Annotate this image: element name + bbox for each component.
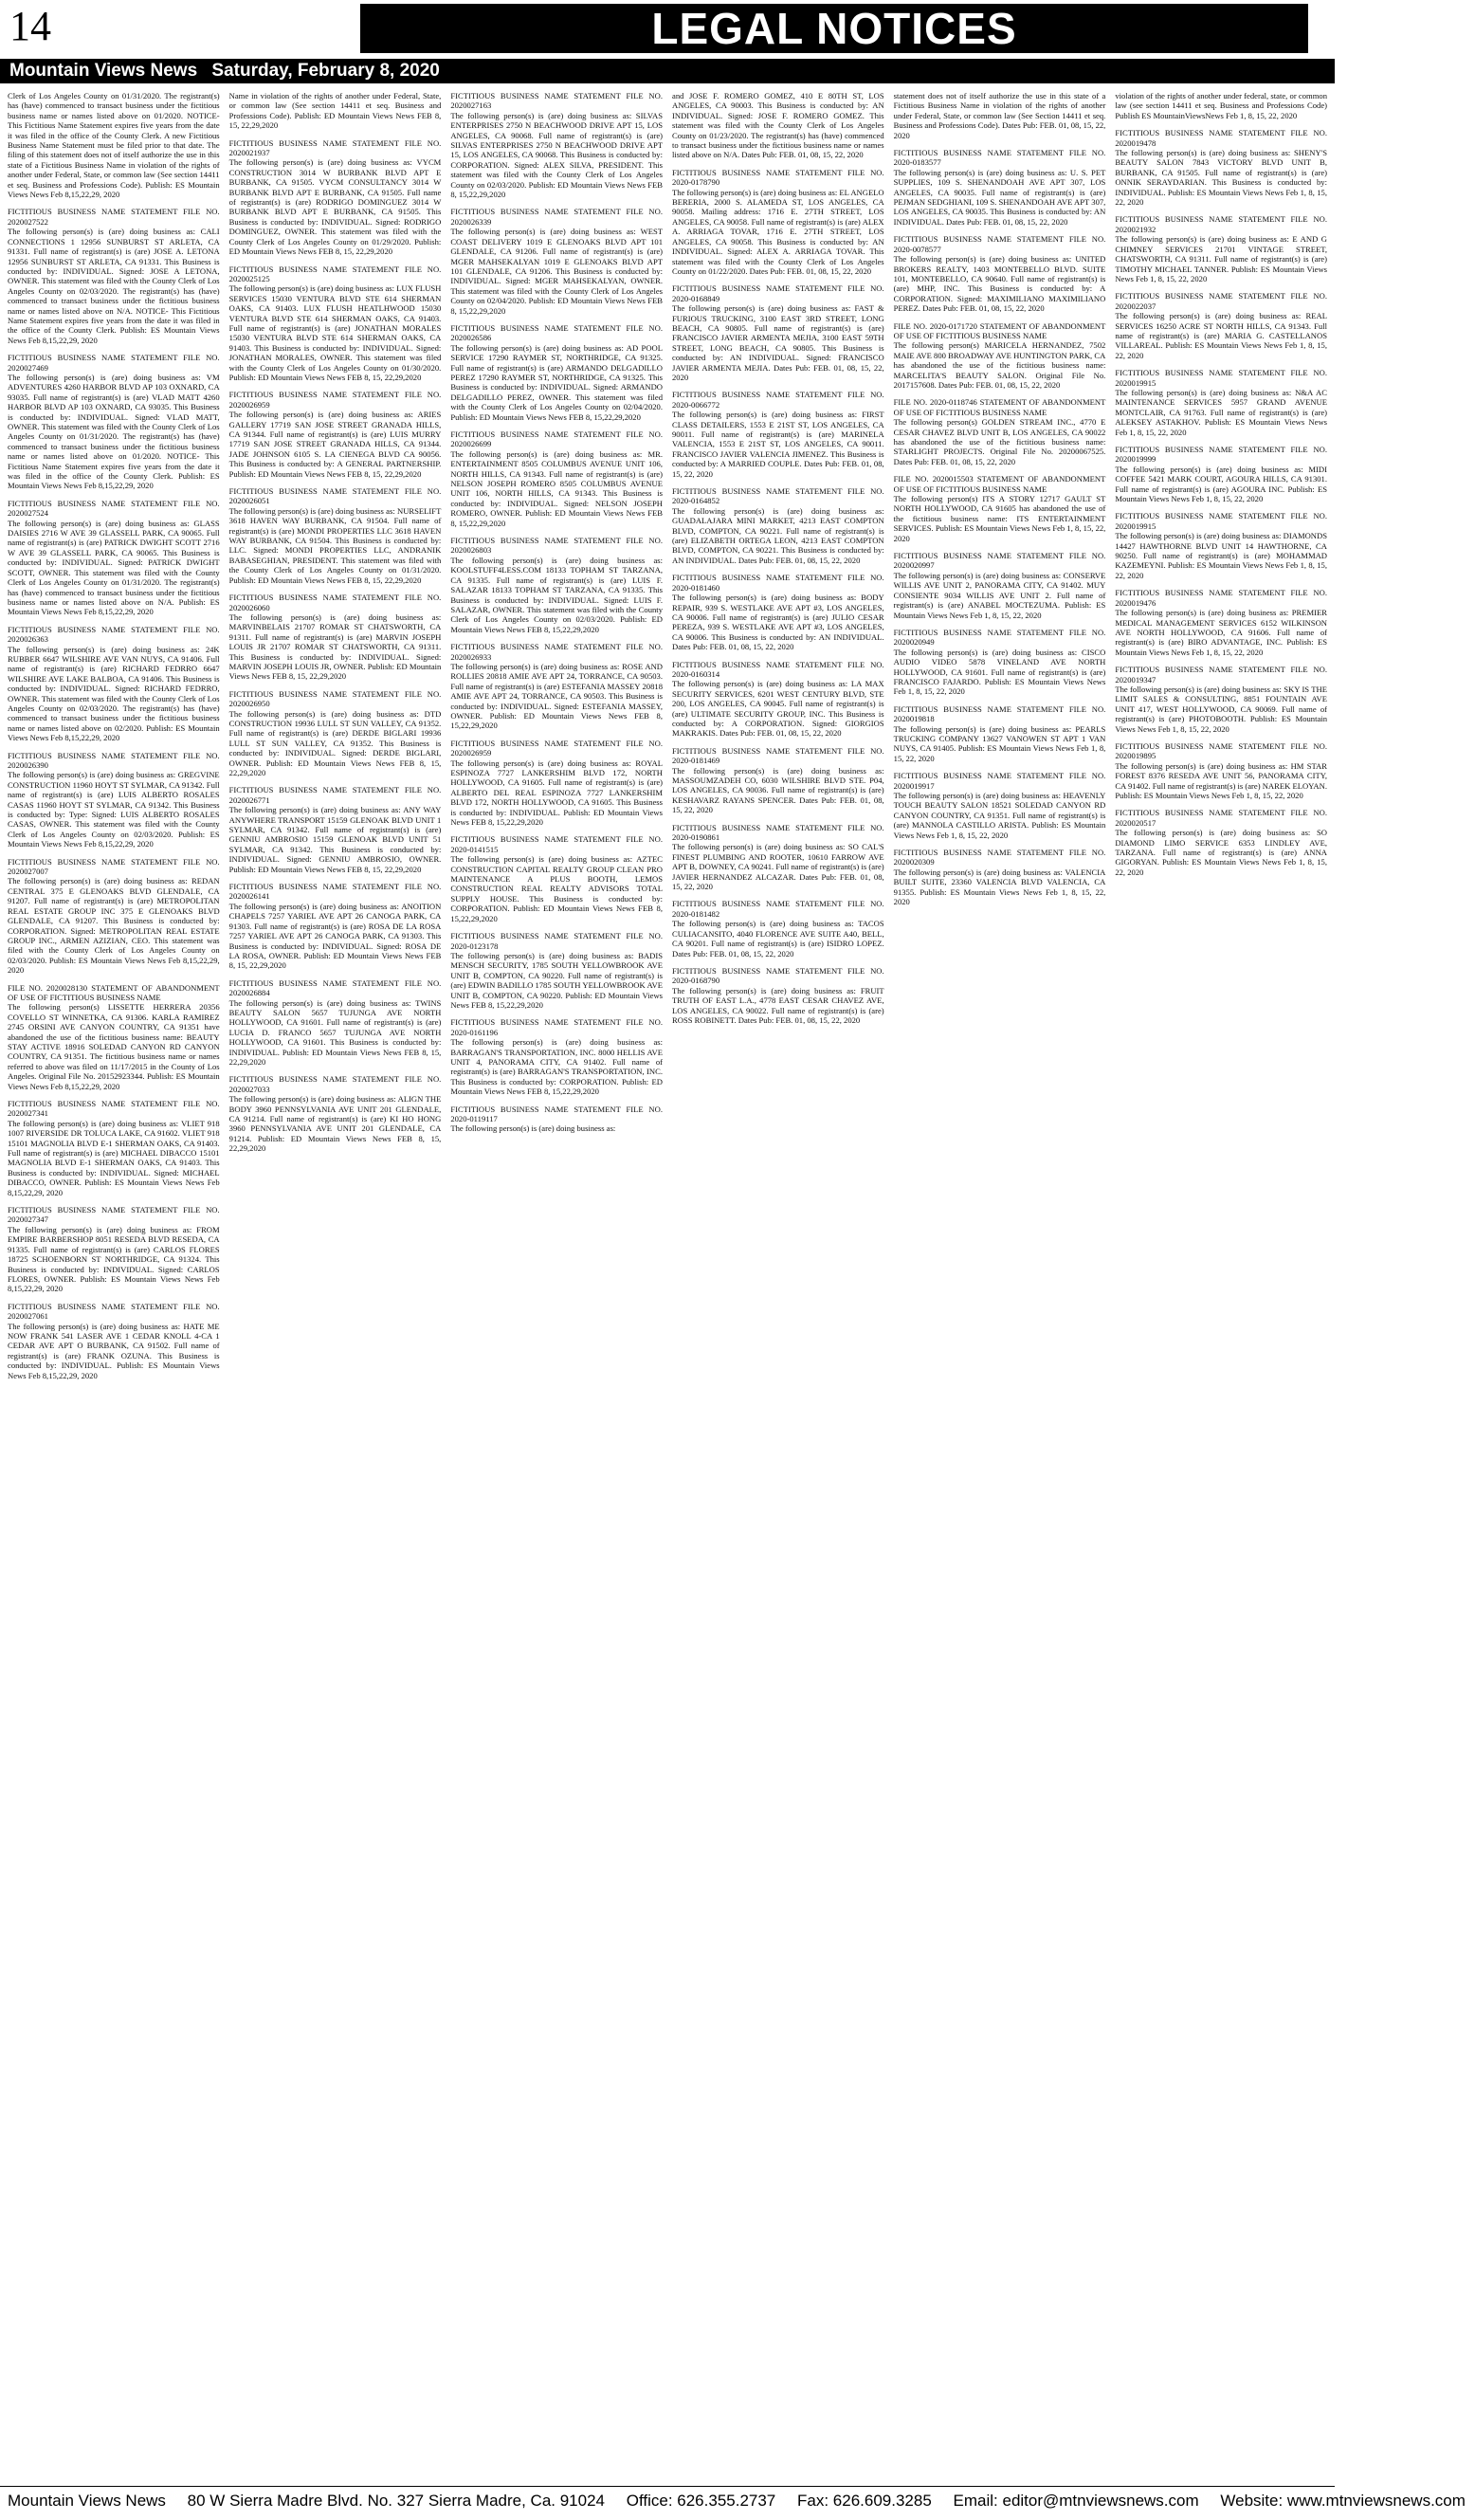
legal-notice — [8, 1205, 220, 1294]
notice-body: The following person(s) GOLDEN STREAM INC., 4770 E CESAR CHAVEZ BLVD UNIT B, LOS ANGELES, CA 90022 has abandoned the use of the fictitious business name: STARLIGHT PROJECTS. Original File No. 20200067525. Dates Pub: FEB. 01, 08, 15, 22, 2020 — [893, 417, 1106, 466]
notice-body: The following person(s) is (are) doing business as: UNITED BROKERS REALTY, 1403 MONTEBELLO BLVD. SUITE 101, MONTEBELLO, CA 90640. Full name of registrant(s) is (are) MHP, INC. This Business is conducted by: A CORPORATION. Signed: MAXIMILIANO MAXIMILIANO PEREZ. Dates Pub: FEB. 01, 08, 15, 22, 2020 — [893, 254, 1106, 314]
legal-notice — [229, 593, 442, 682]
notice-heading: FICTITIOUS BUSINESS NAME STATEMENT FILE NO. 2020019917 — [893, 771, 1106, 791]
notice-heading: FICTITIOUS BUSINESS NAME STATEMENT FILE NO. 2020-0119117 — [450, 1104, 663, 1123]
legal-notice — [1115, 588, 1327, 657]
legal-notice — [1115, 741, 1327, 800]
legal-notice — [672, 486, 884, 565]
notice-body: Name in violation of the rights of another under Federal, State, or common law (See section 14411 et seq. Business and Professions Code). Publish: ED Mountain Views News FEB 8, 15, 22,29,2020 — [228, 91, 442, 131]
legal-notice — [894, 91, 1106, 140]
masthead — [0, 0, 1335, 85]
notice-heading: FICTITIOUS BUSINESS NAME STATEMENT FILE NO. 2020021937 — [228, 137, 442, 158]
legal-notice — [8, 499, 220, 617]
notice-heading: FICTITIOUS BUSINESS NAME STATEMENT FILE NO. 2020026959 — [450, 738, 663, 758]
notice-body: The following person(s) is (are) doing business as: LUX FLUSH SERVICES 15030 VENTURA BLVD STE 614 SHERMAN OAKS, CA 91403. LUX FLUSH HEATLHWOOD 15030 VENTURA BLVD STE 614 SHERMAN OAKS, CA 91403. Full name of registrant(s) is (are) JONATHAN MORALES 15030 VENTURA BLVD STE 614 SHERMAN OAKS, CA 91403. This Business is conducted by: INDIVIDUAL. Signed: JONATHAN MORALES, OWNER. This statement was filed with the County Clerk of Los Angeles County on 01/30/2020. Publish: ED Mountain Views News FEB 8, 15, 22,29,2020 — [228, 283, 442, 382]
notices-columns — [8, 91, 1327, 2471]
legal-notice — [450, 429, 663, 528]
notice-heading: FICTITIOUS BUSINESS NAME STATEMENT FILE NO. 2020021932 — [1115, 214, 1327, 234]
legal-notice — [894, 148, 1106, 227]
notice-heading: FICTITIOUS BUSINESS NAME STATEMENT FILE NO. 2020027163 — [450, 91, 663, 111]
legal-notice — [450, 1105, 663, 1134]
notice-body: The following person(s) is (are) doing business as: TWINS BEAUTY SALON 5657 TUJUNGA AVE NORTH HOLLYWOOD, CA 91601. Full name of registrant(s) is (are) LUCIA D. FRANCO 5657 TUJUNGA AVE NORTH HOLLYWOOD, CA 91601. This Business is conducted by: INDIVIDUAL. Publish: ED Mountain Views News FEB 8, 15, 22,29,2020 — [228, 997, 442, 1067]
notice-heading: FICTITIOUS BUSINESS NAME STATEMENT FILE NO. 2020026771 — [228, 785, 442, 805]
notice-heading: FICTITIOUS BUSINESS NAME STATEMENT FILE NO. 2020-0181482 — [672, 899, 884, 919]
notice-heading: FICTITIOUS BUSINESS NAME STATEMENT FILE NO. 2020019818 — [893, 703, 1106, 724]
legal-notice — [672, 573, 884, 651]
notice-heading: FICTITIOUS BUSINESS NAME STATEMENT FILE NO. 2020020309 — [893, 848, 1106, 867]
notice-body: The following person(s) is (are) doing business as: FRUIT TRUTH OF EAST L.A., 4778 EAST CESAR CHAVEZ AVE, LOS ANGELES, CA 90022. Full name of registrant(s) is (are) ROSS ROBINETT. Dates Pub: FEB. 01, 08, 15, 22, 2020 — [672, 985, 884, 1025]
page-number: 14 — [9, 3, 51, 49]
legal-notice — [450, 91, 663, 199]
dateline-bar — [0, 59, 1335, 83]
notice-body: The following person(s) is (are) doing business as: GUADALAJARA MINI MARKET, 4213 EAST COMPTON BLVD, COMPTON, CA 90221. Full name of registrant(s) is (are) ELIZABETH ORTEGA LEON, 4213 EAST COMPTON BLVD, COMPTON, CA 90221. This Business is conducted by: AN INDIVIDUAL. Dates Pub: FEB. 01, 08, 15, 22, 2020 — [672, 505, 884, 565]
notice-heading: FICTITIOUS BUSINESS NAME STATEMENT FILE NO. 2020022037 — [1115, 291, 1327, 311]
notice-body: The following person(s) is (are) doing business as: DIAMONDS 14427 HAWTHORNE BLVD UNIT 14 HAWTHORNE, CA 90250. Full name of registrant(s) is (are) MOHAMMAD KAZEMEYNI. Publish: ES Mountain Views News Feb 1, 8, 15, 22, 2020 — [1115, 531, 1327, 580]
notice-body: The following person(s) is (are) doing business as: AZTEC CONSTRUCTION CAPITAL REALTY GROUP CLEAN PRO MAINTENANCE A PLUS BOOTH, LEMOS CONSTRUCTION REAL REALTY ADVISORS TOTAL SUPPLY HOUSE. This Business is conducted by: CORPORATION. Publish: ED Mountain Views News FEB 8, 15,22,29,2020 — [450, 854, 663, 923]
notice-column — [672, 91, 884, 2471]
notice-body: The following person(s) is (are) doing business as: MIDI COFFEE 5421 MARK COURT, AGOURA HILLS, CA 91301. Full name of registrant(s) is (are) AGOURA INC. Publish: ES Mountain Views News Feb 1, 8, 15, 22, 2020 — [1115, 464, 1327, 504]
notice-heading: FICTITIOUS BUSINESS NAME STATEMENT FILE NO. 2020-0183577 — [893, 148, 1106, 168]
legal-notice — [672, 823, 884, 892]
legal-notice — [229, 785, 442, 874]
notice-body: The following person(s) is (are) doing business as: VM ADVENTURES 4260 HARBOR BLVD AP 103 OXNARD, CA 93035. Full name of registrant(s) is (are) VLAD MATT 4260 HARBOR BLVD AP 103 OXNARD, CA 93035. This Business is conducted by: INDIVIDUAL. Signed: VLAD MATT, OWNER. This statement was filed with the County Clerk of Los Angeles County on 01/31/2020. The registrant(s) has (have) commenced to transact business under the fictitious business name or names listed above on 01/2020. NOTICE- This Fictitious Name Statement expires five years from the date it was filed in the office of the County Clerk. Publish: ES Mountain Views News Feb 8,15,22,29, 2020 — [8, 372, 220, 491]
notice-body: The following person(s) is (are) doing business as: SKY IS THE LIMIT SALES & CONSULTING, 8851 FOUNTAIN AVE UNIT 417, WEST HOLLYWOOD, CA 90069. Full name of registrant(s) is (are) PHOTOBOOTH. Publish: ES Mountain Views News Feb 1, 8, 15, 22, 2020 — [1115, 684, 1327, 734]
legal-notice — [229, 138, 442, 257]
footer-office: Office: 626.355.2737 — [626, 2492, 776, 2510]
notice-heading: FICTITIOUS BUSINESS NAME STATEMENT FILE NO. 2020020997 — [893, 551, 1106, 571]
notice-heading: FICTITIOUS BUSINESS NAME STATEMENT FILE NO. 2020027469 — [8, 353, 220, 373]
legal-notice — [8, 1099, 220, 1197]
legal-notice — [672, 390, 884, 479]
legal-notice — [8, 1302, 220, 1380]
notice-heading: FICTITIOUS BUSINESS NAME STATEMENT FILE NO. 2020027033 — [228, 1074, 442, 1094]
legal-notice — [229, 689, 442, 778]
notice-body: The following person(s) is (are) doing business as: ROYAL ESPINOZA 7727 LANKERSHIM BLVD 172, NORTH HOLLYWOOD, CA 91605. Full name of registrant(s) is (are) ALBERTO DEL REAL ESPINOZA 7727 LANKERSHIM BLVD 172, NORTH HOLLYWOOD, CA 91605. This Business is conducted by: INDIVIDUAL. Publish: ED Mountain Views News FEB 8, 15,22,29,2020 — [450, 758, 663, 828]
notice-body: The following person(s) is (are) doing business as: LA MAX SECURITY SERVICES, 6201 WEST CENTURY BLVD, STE 200, LOS ANGELES, CA 90045. Full name of registrant(s) is (are) ULTIMATE SECURITY GROUP, INC. This Business is conducted by: A CORPORATION. Signed: GIORGIOS MAKRAKIS. Dates Pub: FEB. 01, 08, 15, 22, 2020 — [672, 679, 884, 739]
notice-heading: FICTITIOUS BUSINESS NAME STATEMENT FILE NO. 2020-0190861 — [672, 822, 884, 843]
notice-body: The following person(s) is (are) doing business as: HATE ME NOW FRANK 541 LASER AVE 1 CEDAR KNOLL 4-CA 1 CEDAR AVE APT O BURBANK, CA 91502. Full name of registrant(s) is (are) FRANK OZUNA. This Business is conducted by: INDIVIDUAL. Publish: ES Mountain Views News Feb 8,15,22,29, 2020 — [8, 1321, 220, 1380]
notice-body: The following person(s) is (are) doing business as: 24K RUBBER 6647 WILSHIRE AVE VAN NUYS, CA 91406. Full name of registrant(s) is (are) RICHARD FEDRRO 6647 WILSHIRE AVE LAKE BALBOA, CA 91406. This Business is conducted by: INDIVIDUAL. Signed: RICHARD FEDRRO, OWNER. This statement was filed with the County Clerk of Los Angeles County on 02/03/2020. The registrant(s) has (have) commenced to transact business under the fictitious business name or names listed above on 02/2020. Publish: ES Mountain Views News Feb 8,15,22,29, 2020 — [8, 644, 220, 743]
legal-notice — [894, 397, 1106, 466]
notice-heading: FICTITIOUS BUSINESS NAME STATEMENT FILE NO. 2020-0181460 — [672, 573, 884, 593]
notice-heading: FICTITIOUS BUSINESS NAME STATEMENT FILE NO. 2020019999 — [1115, 445, 1327, 465]
footer-publication: Mountain Views News — [8, 2492, 166, 2510]
legal-notice — [450, 834, 663, 923]
notice-heading: FICTITIOUS BUSINESS NAME STATEMENT FILE NO. 2020026339 — [450, 207, 663, 227]
notice-heading: FICTITIOUS BUSINESS NAME STATEMENT FILE NO. 2020-0181469 — [672, 745, 884, 766]
issue-date: Saturday, February 8, 2020 — [211, 61, 440, 81]
notice-heading: FILE NO. 2020-0118746 STATEMENT OF ABANDONMENT OF USE OF FICTITIOUS BUSINESS NAME — [893, 397, 1106, 417]
notice-body: The following person(s) is (are) doing business as: FIRST CLASS DETAILERS, 1553 E 21ST ST, LOS ANGELES, CA 90011. Full name of registrant(s) is (are) MARINELA VALENCIA, 1553 E 21ST ST, LOS ANGELES, CA 90011. FRANCISCO JAVIER VALENCIA JIMENEZ. This Business is conducted by: A MARRIED COUPLE. Dates Pub: FEB. 01, 08, 15, 22, 2020 — [672, 410, 884, 479]
notice-heading: FILE NO. 2020015503 STATEMENT OF ABANDONMENT OF USE OF FICTITIOUS BUSINESS NAME — [893, 474, 1106, 494]
notice-heading: FICTITIOUS BUSINESS NAME STATEMENT FILE NO. 2020020949 — [893, 627, 1106, 648]
notice-heading: FICTITIOUS BUSINESS NAME STATEMENT FILE NO. 2020019915 — [1115, 511, 1327, 531]
legal-notice — [8, 91, 220, 199]
notice-body: statement does not of itself authorize the use in this state of a Fictitious Business Name in violation of the rights of another under Federal, State, or common law (See Section 14411 et seq. Business and Professions Code). Dates Pub: FEB. 01, 08, 15, 22, 2020 — [893, 91, 1106, 140]
notice-column — [894, 91, 1106, 2471]
legal-notice — [8, 207, 220, 345]
notice-heading: FICTITIOUS BUSINESS NAME STATEMENT FILE NO. 2020026390 — [8, 750, 220, 770]
legal-notice — [229, 978, 442, 1068]
legal-notice — [672, 746, 884, 815]
legal-notice — [8, 625, 220, 743]
notice-heading: FICTITIOUS BUSINESS NAME STATEMENT FILE NO. 2020019347 — [1115, 665, 1327, 685]
notice-body: The following person(s) is (are) doing business as: SO DIAMOND LIMO SERVICE 6353 LINDLEY AVE, TARZANA. Full name of registrant(s) is (are) ANNA GIGORYAN. Publish: ES Mountain Views News Feb 1, 8, 15, 22, 2020 — [1115, 828, 1327, 877]
legal-notice — [450, 536, 663, 634]
legal-notice — [8, 751, 220, 849]
legal-notice — [1115, 808, 1327, 877]
legal-notice — [450, 323, 663, 422]
legal-notice — [8, 857, 220, 976]
notice-heading: FICTITIOUS BUSINESS NAME STATEMENT FILE NO. 2020026950 — [228, 688, 442, 709]
legal-notice — [1115, 128, 1327, 207]
notice-heading: FILE NO. 2020-0171720 STATEMENT OF ABANDONMENT OF USE OF FICTITIOUS BUSINESS NAME — [893, 320, 1106, 340]
notice-column — [8, 91, 220, 2471]
legal-notice — [229, 486, 442, 585]
notice-body: The following person(s) is (are) doing business as: SHENY'S BEAUTY SALON 7843 VICTORY BLVD UNIT B, BURBANK, CA 91505. Full name of registrant(s) is (are) ONNIK SERAYDARIAN. This Business is conducted by: INDIVIDUAL. Publish: ES Mountain Views News Feb 1, 8, 15, 22, 2020 — [1115, 148, 1327, 208]
section-title: LEGAL NOTICES — [360, 4, 1308, 53]
legal-notice — [229, 882, 442, 971]
legal-notice — [450, 207, 663, 315]
notice-body: The following person(s) is (are) doing business as: U. S. PET SUPPLIES, 109 S. SHENANDOAH AVE APT 307, LOS ANGELES, CA 90035. Full name of registrant(s) is (are) PEJMAN SEDGHIANI, 109 S. SHENANDOAH AVE APT 307, LOS ANGELES, CA 90035. This Business is conducted by: AN INDIVIDUAL. Dates Pub: FEB. 01, 08, 15, 22, 2020 — [893, 167, 1106, 227]
notice-heading: FICTITIOUS BUSINESS NAME STATEMENT FILE NO. 2020-0178790 — [672, 167, 884, 188]
notice-body: The following person(s) ITS A STORY 12717 GAULT ST NORTH HOLLYWOOD, CA 91605 has abandoned the use of the fictitious business name: ITS ENTERTAINMENT SERVICES. Publish: ES Mountain Views News Feb 1, 8, 15, 22, 2020 — [893, 494, 1106, 543]
notice-heading: FICTITIOUS BUSINESS NAME STATEMENT FILE NO. 2020-0066772 — [672, 390, 884, 410]
notice-heading: FICTITIOUS BUSINESS NAME STATEMENT FILE NO. 2020026933 — [450, 642, 663, 662]
notice-body: The following person(s) is (are) doing business as: CISCO AUDIO VIDEO 5878 VINELAND AVE NORTH HOLLYWOOD, CA 91601. Full name of registrant(s) is (are) FRANCISCO FAJARDO. Publish: ES Mountain Views News Feb 1, 8, 15, 22, 2020 — [893, 647, 1106, 697]
notice-body: The following person(s) is (are) doing business as: TACOS CULIACANSITO, 4040 FLORENCE AVE SUITE A40, BELL, CA 90201. Full name of registrant(s) is (are) ISIDRO LOPEZ. Dates Pub: FEB. 01, 08, 15, 22, 2020 — [672, 919, 884, 959]
notice-body: The following person(s) is (are) doing business as: CONSERVE WILLIS AVE UNIT 2, PANORAMA CITY, CA 91402. MUY CONSIENTE 9034 WILLIS AVE UNIT 2. Full name of registrant(s) is (are) ANABEL MOCTEZUMA. Publish: ES Mountain Views News Feb 1, 8, 15, 22, 2020 — [893, 570, 1106, 620]
notice-heading: FICTITIOUS BUSINESS NAME STATEMENT FILE NO. 2020-0123178 — [450, 931, 663, 951]
footer-email[interactable]: Email: editor@mtnviewsnews.com — [953, 2492, 1199, 2510]
legal-notice — [450, 931, 663, 1010]
notice-heading: FICTITIOUS BUSINESS NAME STATEMENT FILE NO. 2020027347 — [8, 1205, 220, 1225]
notice-heading: FICTITIOUS BUSINESS NAME STATEMENT FILE NO. 2020026959 — [228, 390, 442, 410]
notice-body: The following person(s) is (are) doing business as: BADIS MENSCH SECURITY, 1785 SOUTH YELLOWBROOK AVE UNIT B, COMPTON, CA 90220. Full name of registrant(s) is (are) EDWIN BADILLO 1785 SOUTH YELLOWBROOK AVE UNIT B, COMPTON, CA 90220. Publish: ED Mountain Views News FEB 8, 15,22,29,2020 — [450, 950, 663, 1010]
notice-body: The following person(s) is (are) doing business as: EL ANGELO BERERIA, 2000 S. ALAMEDA ST, LOS ANGELES, CA 90058. Mailing address: 1716 E. 27TH STREET, LOS ANGELES, CA 90058. Full name of registrant(s) is (are) ALEX A. ARRIAGA TOVAR, 1716 E. 27TH STREET, LOS ANGELES, CA 90058. This Business is conducted by: AN INDIVIDUAL. Signed: ALEX A. ARRIAGA TOVAR. This statement was filed with the County Clerk of Los Angeles County on 01/22/2020. Dates Pub: FEB. 01, 08, 15, 22, 2020 — [672, 187, 884, 276]
notice-body: The following person(s) is (are) doing business as: — [450, 1123, 616, 1134]
notice-body: The following person(s) is (are) doing business as: E AND G CHIMNEY SERVICES 21701 VINTAGE STREET, CHATSWORTH, CA 91311. Full name of registrant(s) is (are) TIMOTHY MICHAEL TANNER. Publish: ES Mountain Views News Feb 1, 8, 15, 22, 2020 — [1115, 234, 1327, 283]
footer-address: 80 W Sierra Madre Blvd. No. 327 Sierra Madre, Ca. 91024 — [187, 2492, 605, 2510]
legal-notice — [450, 739, 663, 828]
notice-body: The following person(s) is (are) doing business as: VLIET 918 1007 RIVERSIDE DR TOLUCA LAKE, CA 91602. VLIET 918 15101 MAGNOLIA BLVD E-1 SHERMAN OAKS, CA 91403. Full name of registrant(s) is (are) MICHAEL DIBACCO 15101 MAGNOLIA BLVD E-1 SHERMAN OAKS, CA 91403. This Business is conducted by: INDIVIDUAL. Signed: MICHAEL DIBACCO, OWNER. Publish: ES Mountain Views News Feb 8,15,22,29, 2020 — [8, 1118, 220, 1197]
notice-heading: FICTITIOUS BUSINESS NAME STATEMENT FILE NO. 2020019895 — [1115, 740, 1327, 761]
notice-heading: FICTITIOUS BUSINESS NAME STATEMENT FILE NO. 2020-0168849 — [672, 283, 884, 303]
notice-body: The following person(s) is (are) doing business as: FAST & FURIOUS TRUCKING, 3100 EAST 3RD STREET, LONG BEACH, CA 90805. Full name of registrant(s) is (are) FRANCISCO JAVIER ARMENTA MEJIA, 3100 EAST 59TH STREET, LONG BEACH, CA 90805. This Business is conducted by: AN INDIVIDUAL. Signed: FRANCISCO JAVIER ARMENTA MEJIA. Dates Pub: FEB. 01, 08, 15, 22, 2020 — [672, 303, 884, 382]
legal-notice — [894, 848, 1106, 906]
notice-body: The following person(s) is (are) doing business as: ROSE AND ROLLIES 20818 AMIE AVE APT 24, TORRANCE, CA 90503. Full name of registrant(s) is (are) ESTEFANIA MASSEY 20818 AMIE AVE APT 24, TORRANCE, CA 90503. This Business is conducted by: INDIVIDUAL. Signed: ESTEFANIA MASSEY, OWNER. Publish: ED Mountain Views News FEB 8, 15,22,29,2020 — [450, 661, 663, 731]
notice-heading: FICTITIOUS BUSINESS NAME STATEMENT FILE NO. 2020019915 — [1115, 368, 1327, 388]
legal-notice — [229, 91, 442, 131]
legal-notice — [229, 265, 442, 383]
notice-body: The following person(s) MARICELA HERNANDEZ, 7502 MAIE AVE 800 BROADWAY AVE HUNTINGTON PARK, CA has abandoned the use of the fictitious business name: MARCELITA'S BEAUTY SALON. Original File No. 2017157608. Dates Pub: FEB. 01, 08, 15, 22, 2020 — [893, 340, 1106, 390]
legal-notice — [894, 704, 1106, 763]
notice-heading: FICTITIOUS BUSINESS NAME STATEMENT FILE NO. 2020019478 — [1115, 128, 1327, 148]
notice-body: The following person(s) is (are) doing business as: GLASS DAISIES 2716 W AVE 39 GLASSELL PARK, CA 90065. Full name of registrant(s) is (are) PATRICK DWIGHT SCOTT 2716 W AVE 39 GLASSELL PARK, CA 90065. This Business is conducted by: INDIVIDUAL. Signed: PATRICK DWIGHT SCOTT, OWNER. This statement was filed with the County Clerk of Los Angeles County on 01/31/2020. The registrant(s) has (have) commenced to transact business under the fictitious business name or names listed above on N/A. Publish: ES Mountain Views News Feb 8,15,22,29, 2020 — [8, 518, 220, 617]
notice-body: The following person(s) is (are) doing business as: SO CAL'S FINEST PLUMBING AND ROOTER, 10610 FARROW AVE APT B, DOWNEY, CA 90241. Full name of registrant(s) is (are) JAVIER HERNANDEZ ALCAZAR. Dates Pub: FEB. 01, 08, 15, 22, 2020 — [672, 842, 884, 892]
notice-body: The following person(s) is (are) doing business as: DTD CONSTRUCTION 19936 LULL ST SUN VALLEY, CA 91352. Full name of registrant(s) is (are) DERDE BIGLARI 19936 LULL ST SUN VALLEY, CA 91352. This Business is conducted by: INDIVIDUAL. Signed: DERDE BIGLARI, OWNER. Publish: ED Mountain Views News FEB 8, 15, 22,29,2020 — [228, 708, 442, 777]
notice-body: The following person(s) is (are) doing business as: PEARLS TRUCKING COMPANY 13627 VANOWEN ST APT 1 VAN NUYS, CA 91405. Publish: ES Mountain Views News Feb 1, 8, 15, 22, 2020 — [893, 723, 1106, 763]
legal-notice — [672, 899, 884, 958]
legal-notice — [672, 283, 884, 382]
publication-name: Mountain Views News — [9, 61, 198, 81]
notice-body: The following person(s) is (are) doing business as: ARIES GALLERY 17719 SAN JOSE STREET GRANADA HILLS, CA 91344. Full name of registrant(s) is (are) LUIS MURRY 17719 SAN JOSE STREET GRANADA HILLS, CA 91344. JADE JOHNSON 6105 S. LA CIENEGA BLVD CA 90056. This Business is conducted by: A GENERAL PARTNERSHIP. Publish: ED Mountain Views News FEB 8, 15, 22,29,2020 — [228, 410, 442, 479]
notice-body: The following person(s) is (are) doing business as: CALI CONNECTIONS 1 12956 SUNBURST ST ARLETA, CA 91331. Full name of registrant(s) is (are) JOSE A. LETONA 12956 SUNBURST ST ARLETA, CA 91331. This Business is conducted by: INDIVIDUAL. Signed: JOSE A LETONA, OWNER. This statement was filed with the County Clerk of Los Angeles County on 02/03/2020. The registrant(s) has (have) commenced to transact business under the fictitious business name or names listed above on N/A. NOTICE- This Fictitious Name Statement expires five years from the date it was filed in the office of the County Clerk. Publish: ES Mountain Views News Feb 8,15,22,29, 2020 — [8, 227, 220, 345]
notice-body: The following person(s) is (are) doing business as: REDAN CENTRAL 375 E GLENOAKS BLVD GLENDALE, CA 91207. Full name of registrant(s) is (are) METROPOLITAN REAL ESTATE GROUP INC 375 E GLENOAKS BLVD GLENDALE, CA 91207. This Business is conducted by: CORPORATION. Signed: METROPOLITAN REAL ESTATE GROUP INC., ARMEN AZIZIAN, CEO. This statement was filed with the County Clerk of Los Angeles County on 02/03/2020. Publish: ES Mountain Views News Feb 8,15,22,29, 2020 — [8, 876, 220, 976]
notice-body: The following person(s) is (are) doing business as: VALENCIA BUILT SUITE, 23360 VALENCIA BLVD VALENCIA, CA 91355. Publish: ES Mountain Views News Feb 1, 8, 15, 22, 2020 — [893, 867, 1106, 907]
notice-heading: FICTITIOUS BUSINESS NAME STATEMENT FILE NO. 2020-0164852 — [672, 486, 884, 506]
legal-notice — [672, 966, 884, 1025]
notice-heading: FICTITIOUS BUSINESS NAME STATEMENT FILE NO. 2020026051 — [228, 486, 442, 506]
legal-notice — [672, 91, 884, 160]
notice-body: The following person(s) is (are) doing business as: HEAVENLY TOUCH BEAUTY SALON 18521 SOLEDAD CANYON RD CANYON COUNTRY, CA 91351. Full name of registrant(s) is (are) MANNOLA CASTILLO ARISTA. Publish: ES Mountain Views News Feb 1, 8, 15, 22, 2020 — [893, 791, 1106, 840]
notice-heading: FICTITIOUS BUSINESS NAME STATEMENT FILE NO. 2020-0078577 — [893, 234, 1106, 254]
notice-heading: FICTITIOUS BUSINESS NAME STATEMENT FILE NO. 2020026699 — [450, 429, 663, 449]
notice-heading: FICTITIOUS BUSINESS NAME STATEMENT FILE NO. 2020026586 — [450, 322, 663, 343]
notice-body: The following person(s) is (are) doing business as: ANOITION CHAPELS 7257 YARIEL AVE APT 26 CANOGA PARK, CA 91303. Full name of registrant(s) is (are) ROSA DE LA ROSA 7257 YARIEL AVE APT 26 CANOGA PARK, CA 91303. This Business is conducted by: INDIVIDUAL. Signed: ROSA DE LA ROSA, OWNER. Publish: ED Mountain Views News FEB 8, 15, 22,29,2020 — [228, 901, 442, 971]
legal-notice — [229, 1074, 442, 1153]
legal-notice — [894, 321, 1106, 391]
page-footer — [0, 2486, 1466, 2515]
notice-body: Clerk of Los Angeles County on 01/31/2020. The registrant(s) has (have) commenced to transact business under the fictitious business name or names listed above on 01/2020. NOTICE- This Fictitious Name Statement expires five years from the date it was filed in the office of the County Clerk. A new Fictitious Business Name Statement must be filed prior to that date. The filing of this statement does not of itself authorize the use in this state of a Fictitious Business Name in violation of the rights of another under Federal, State, or common law (See section 14411 et seq. Business and Professions Code). Publish: ES Mountain Views News Feb 8,15,22,29, 2020 — [8, 91, 220, 200]
notice-heading: FICTITIOUS BUSINESS NAME STATEMENT FILE NO. 2020-0141515 — [450, 834, 663, 854]
notice-body: violation of the rights of another under federal, state, or common law (see section 14411 et seq. Business and Professions Code) Publish ES MountainViewsNews Feb 1, 8, 15, 22, 2020 — [1115, 91, 1327, 120]
notice-body: The following person(s) is (are) doing business as: WEST COAST DELIVERY 1019 E GLENOAKS BLVD APT 101 GLENDALE, CA 91206. Full name of registrant(s) is (are) MGER MAHSEKALYAN 1019 E GLENOAKS BLVD APT 101 GLENDALE, CA 91206. This Business is conducted by: INDIVIDUAL. Signed: MGER MAHSEKALYAN, OWNER. This statement was filed with the County Clerk of Los Angeles County on 02/04/2020. Publish: ED Mountain Views News FEB 8, 15,22,29,2020 — [450, 227, 663, 316]
notice-body: The following person(s) is (are) doing business as: ANY WAY ANYWHERE TRANSPORT 15159 GLENOAK BLVD UNIT 1 SYLMAR, CA 91342. Full name of registrant(s) is (are) GENNIU AMBROSIO 15159 GLENOAK BLVD UNIT 51 SYLMAR, CA 91342. This Business is conducted by: INDIVIDUAL. Signed: GENNIU AMBROSIO, OWNER. Publish: ED Mountain Views News FEB 8, 15, 22,29,2020 — [228, 805, 442, 874]
legal-notice — [672, 168, 884, 276]
notice-heading: FICTITIOUS BUSINESS NAME STATEMENT FILE NO. 2020027061 — [8, 1301, 220, 1322]
legal-notice — [894, 628, 1106, 697]
notice-column — [229, 91, 442, 2471]
notice-body: and JOSE F. ROMERO GOMEZ, 410 E 80TH ST, LOS ANGELES, CA 90003. This Business is conducted by: AN INDIVIDUAL. Signed: JOSE F. ROMERO GOMEZ. This statement was filed with the County Clerk of Los Angeles County on 01/23/2020. The registrant(s) has (have) commenced to transact business under the fictitious business name or names listed above on N/A. Dates Pub: FEB. 01, 08, 15, 22, 2020 — [672, 91, 884, 160]
legal-notice — [8, 353, 220, 491]
notice-column — [450, 91, 663, 2471]
legal-notice — [1115, 91, 1327, 120]
notice-heading: FICTITIOUS BUSINESS NAME STATEMENT FILE NO. 2020027341 — [8, 1099, 220, 1119]
notice-heading: FICTITIOUS BUSINESS NAME STATEMENT FILE NO. 2020027524 — [8, 498, 220, 519]
notice-body: The following person(s) is (are) doing business as: SILVAS ENTERPRISES 2750 N BEACHWOOD DRIVE APT 15, LOS ANGELES, CA 90068. Full name of registrant(s) is (are) SILVAS ENTERPRISES 2750 N BEACHWOOD DRIVE APT 15, LOS ANGELES, CA 90068. This Business is conducted by: CORPORATION. Signed: ALEX SILVA, PRESIDENT. This statement was filed with the County Clerk of Los Angeles County on 02/03/2020. Publish: ED Mountain Views News FEB 8, 15,22,29,2020 — [450, 110, 663, 200]
legal-notice — [1115, 214, 1327, 283]
notice-column — [1115, 91, 1327, 2471]
legal-notice — [894, 771, 1106, 840]
notice-heading: FICTITIOUS BUSINESS NAME STATEMENT FILE NO. 2020026141 — [228, 882, 442, 902]
notice-heading: FILE NO. 2020028130 STATEMENT OF ABANDONMENT OF USE OF FICTITIOUS BUSINESS NAME — [8, 982, 220, 1002]
legal-notice — [1115, 511, 1327, 580]
notice-heading: FICTITIOUS BUSINESS NAME STATEMENT FILE NO. 2020-0168790 — [672, 965, 884, 986]
notice-body: The following person(s) is (are) doing business as: KOOLSTUFF4LESS.COM 18133 TOPHAM ST TARZANA, CA 91335. Full name of registrant(s) is (are) LUIS F. SALAZAR 18133 TOPHAM ST TARZANA, CA 91335. This Business is conducted by: INDIVIDUAL. Signed: LUIS F. SALAZAR, OWNER. This statement was filed with the County Clerk of Los Angeles County on 02/03/2020. Publish: ED Mountain Views News FEB 8, 15,22,29,2020 — [450, 555, 663, 634]
notice-body: The following person(s) is (are) doing business as: N&A AC MAINTENANCE SERVICES 5957 GRAND AVENUE MONTCLAIR, CA 91763. Full name of registrant(s) is (are) ALEKSEY ASTAKHOV. Publish: ES Mountain Views News Feb 1, 8, 15, 22, 2020 — [1115, 387, 1327, 437]
legal-notice — [672, 660, 884, 739]
notice-body: The following person(s) is (are) doing business as: NURSELIFT 3618 HAVEN WAY BURBANK, CA 91504. Full name of registrant(s) is (are) MONDI PROPERTIES LLC 3618 HAVEN WAY BURBANK, CA 91504. This Business is conducted by: LLC. Signed: MONDI PROPERTIES LLC, ANDRANIK BABASEGHIAN, PRESIDENT. This statement was filed with the County Clerk of Los Angeles County on 01/31/2020. Publish: ED Mountain Views News FEB 8, 15, 22,29,2020 — [228, 505, 442, 585]
legal-notice — [894, 474, 1106, 543]
notice-body: The following person(s) is (are) doing business as: ALIGN THE BODY 3960 PENNSYLVANIA AVE UNIT 201 GLENDALE, CA 91214. Full name of registrant(s) is (are) KI HO HONG 3960 PENNSYLVANIA AVE UNIT 201 GLENDALE, CA 91214. Publish: ED Mountain Views News FEB 8, 15, 22,29,2020 — [228, 1094, 442, 1154]
notice-body: The following person(s) is (are) doing business as: AD POOL SERVICE 17290 RAYMER ST, NORTHRIDGE, CA 91325. Full name of registrant(s) is (are) ARMANDO DELGADILLO PEREZ 17290 RAYMER ST, NORTHRIDGE, CA 91325. This Business is conducted by: INDIVIDUAL. Signed: ARMANDO DELGADILLO PEREZ, OWNER. This statement was filed with the County Clerk of Los Angeles County on 02/04/2020. Publish: ED Mountain Views News FEB 8, 15,22,29,2020 — [450, 342, 663, 422]
footer-fax: Fax: 626.609.3285 — [797, 2492, 932, 2510]
notice-body: The following person(s) is (are) doing business as: MASSOUMZADEH CO, 6030 WILSHIRE BLVD STE. P04, LOS ANGELES, CA 90036. Full name of registrant(s) is (are) KESHAVARZ RAYANS SPENCER. Dates Pub: FEB. 01, 08, 15, 22, 2020 — [672, 765, 884, 815]
notice-heading: FICTITIOUS BUSINESS NAME STATEMENT FILE NO. 2020020517 — [1115, 808, 1327, 828]
legal-notice — [1115, 665, 1327, 734]
legal-notice — [450, 642, 663, 731]
legal-notice — [1115, 291, 1327, 360]
notice-heading: FICTITIOUS BUSINESS NAME STATEMENT FILE NO. 2020019476 — [1115, 588, 1327, 608]
notice-heading: FICTITIOUS BUSINESS NAME STATEMENT FILE NO. 2020027007 — [8, 856, 220, 877]
notice-heading: FICTITIOUS BUSINESS NAME STATEMENT FILE NO. 2020026363 — [8, 624, 220, 645]
notice-heading: FICTITIOUS BUSINESS NAME STATEMENT FILE NO. 2020026060 — [228, 593, 442, 612]
legal-notice — [894, 551, 1106, 620]
notice-body: The following person(s) is (are) doing business as: BARRAGAN'S TRANSPORTATION, INC. 8000 HELLIS AVE UNIT 4, PANORAMA CITY, CA 91402. Full name of registrant(s) is (are) BARRAGAN'S TRANSPORTATION, INC. This Business is conducted by: CORPORATION. Publish: ED Mountain Views News FEB 8, 15,22,29,2020 — [450, 1037, 663, 1097]
notice-heading: FICTITIOUS BUSINESS NAME STATEMENT FILE NO. 2020027522 — [8, 207, 220, 227]
notice-body: The following person(s) is (are) doing business as: MR. ENTERTAINMENT 8505 COLUMBUS AVENUE UNIT 106, NORTH HILLS, CA 91343. Full name of registrant(s) is (are) NELSON JOSEPH ROMERO 8505 COLUMBUS AVENUE UNIT 106, NORTH HILLS, CA 91343. This Business is conducted by: INDIVIDUAL. Signed: NELSON JOSEPH ROMERO, OWNER. Publish: ED Mountain Views News FEB 8, 15,22,29,2020 — [450, 448, 663, 528]
legal-notice — [450, 1017, 663, 1096]
notice-body: The following person(s) LISSETTE HERRERA 20356 COVELLO ST WINNETKA, CA 91306. KARLA RAMIREZ 2745 ORSINI AVE CANYON COUNTRY, CA 91351 have abandoned the use of the fictitious business name: BEAUTY STAY ACTIVE 18916 SOLEDAD CANYON RD CANYON COUNTRY, CA 91351. The fictitious business name or names referred to above was filed on 11/17/2015 in the County of Los Angeles. Original File No. 20152923344. Publish: ES Mountain Views News Feb 8,15,22,29, 2020 — [8, 1002, 220, 1091]
legal-notice — [1115, 368, 1327, 437]
legal-notice — [1115, 445, 1327, 503]
notice-heading: FICTITIOUS BUSINESS NAME STATEMENT FILE NO. 2020025125 — [228, 264, 442, 283]
notice-body: The following person(s) is (are) doing business as: PREMIER MEDICAL MANAGEMENT SERVICES 6152 WILKINSON AVE NORTH HOLLYWOOD, CA 91606. Full name of registrant(s) is (are) BIRO ADVANTAGE, INC. Publish: ES Mountain Views News Feb 1, 8, 15, 22, 2020 — [1115, 608, 1327, 657]
notice-body: The following person(s) is (are) doing business as: GREGVINE CONSTRUCTION 11960 HOYT ST SYLMAR, CA 91342. Full name of registrant(s) is (are) LUIS ALBERTO ROSALES CASAS 11960 HOYT ST SYLMAR, CA 91342. This Business is conducted by: Type: Signed: LUIS ALBERTO ROSALES CASAS, OWNER. This statement was filed with the County Clerk of Los Angeles County on 02/03/2020. Publish: ES Mountain Views News Feb 8,15,22,29, 2020 — [8, 770, 220, 849]
legal-notice — [8, 983, 220, 1091]
notice-body: The following person(s) is (are) doing business as: BODY REPAIR, 939 S. WESTLAKE AVE APT #3, LOS ANGELES, CA 90006. Full name of registrant(s) is (are) JULIO CESAR PEREZA, 939 S. WESTLAKE AVE APT #3, LOS ANGELES, CA 90006. This Business is conducted by: AN INDIVIDUAL. Dates Pub: FEB. 01, 08, 15, 22, 2020 — [672, 593, 884, 652]
legal-notice — [894, 234, 1106, 313]
notice-heading: FICTITIOUS BUSINESS NAME STATEMENT FILE NO. 2020026803 — [450, 536, 663, 556]
footer-website[interactable]: Website: www.mtnviewsnews.com — [1220, 2492, 1466, 2510]
notice-heading: FICTITIOUS BUSINESS NAME STATEMENT FILE NO. 2020-0160314 — [672, 659, 884, 679]
notice-body: The following person(s) is (are) doing business as: VYCM CONSTRUCTION 3014 W BURBANK BLVD APT E BURBANK, CA 91505. VYCM CONSULTANCY 3014 W BURBANK BLVD APT E BURBANK, CA 91505. Full name of registrant(s) is (are) RODRIGO DOMINGUEZ 3014 W BURBANK BLVD APT E BURBANK, CA 91505. This Business is conducted by: INDIVIDUAL. Signed: RODRIGO DOMINGUEZ, OWNER. This statement was filed with the County Clerk of Los Angeles County on 01/29/2020. Publish: ED Mountain Views News FEB 8, 15, 22,29,2020 — [228, 157, 442, 257]
notice-heading: FICTITIOUS BUSINESS NAME STATEMENT FILE NO. 2020-0161196 — [450, 1017, 663, 1037]
notice-heading: FICTITIOUS BUSINESS NAME STATEMENT FILE NO. 2020026884 — [228, 977, 442, 998]
notice-body: The following person(s) is (are) doing business as: HM STAR FOREST 8376 RESEDA AVE UNIT 56, PANORAMA CITY, CA 91402. Full name of registrant(s) is (are) NAREK ELOYAN. Publish: ES Mountain Views News Feb 1, 8, 15, 22, 2020 — [1115, 760, 1327, 800]
notice-body: The following person(s) is (are) doing business as: REAL SERVICES 16250 ACRE ST NORTH HILLS, CA 91343. Full name of registrant(s) is (are) MARIA G. CASTELLANOS VILLAREAL. Publish: ES Mountain Views News Feb 1, 8, 15, 22, 2020 — [1115, 311, 1327, 360]
legal-notice — [229, 390, 442, 479]
notice-body: The following person(s) is (are) doing business as: MARVINBELAIS 21707 ROMAR ST CHATSWORTH, CA 91311. Full name of registrant(s) is (are) MARVIN JOSEPH LOUIS JR 21707 ROMAR ST CHATSWORTH, CA 91311. This Business is conducted by: INDIVIDUAL. Signed: MARVIN JOSEPH LOUIS JR, OWNER. Publish: ED Mountain Views News FEB 8, 15, 22,29,2020 — [228, 612, 442, 682]
notice-body: The following person(s) is (are) doing business as: FROM EMPIRE BARBERSHOP 8051 RESEDA BLVD RESEDA, CA 91335. Full name of registrant(s) is (are) CARLOS FLORES 18725 SCHOENBORN ST NORTHRIDGE, CA 91324. This Business is conducted by: INDIVIDUAL. Signed: CARLOS FLORES, OWNER. Publish: ES Mountain Views News Feb 8,15,22,29, 2020 — [8, 1224, 220, 1294]
